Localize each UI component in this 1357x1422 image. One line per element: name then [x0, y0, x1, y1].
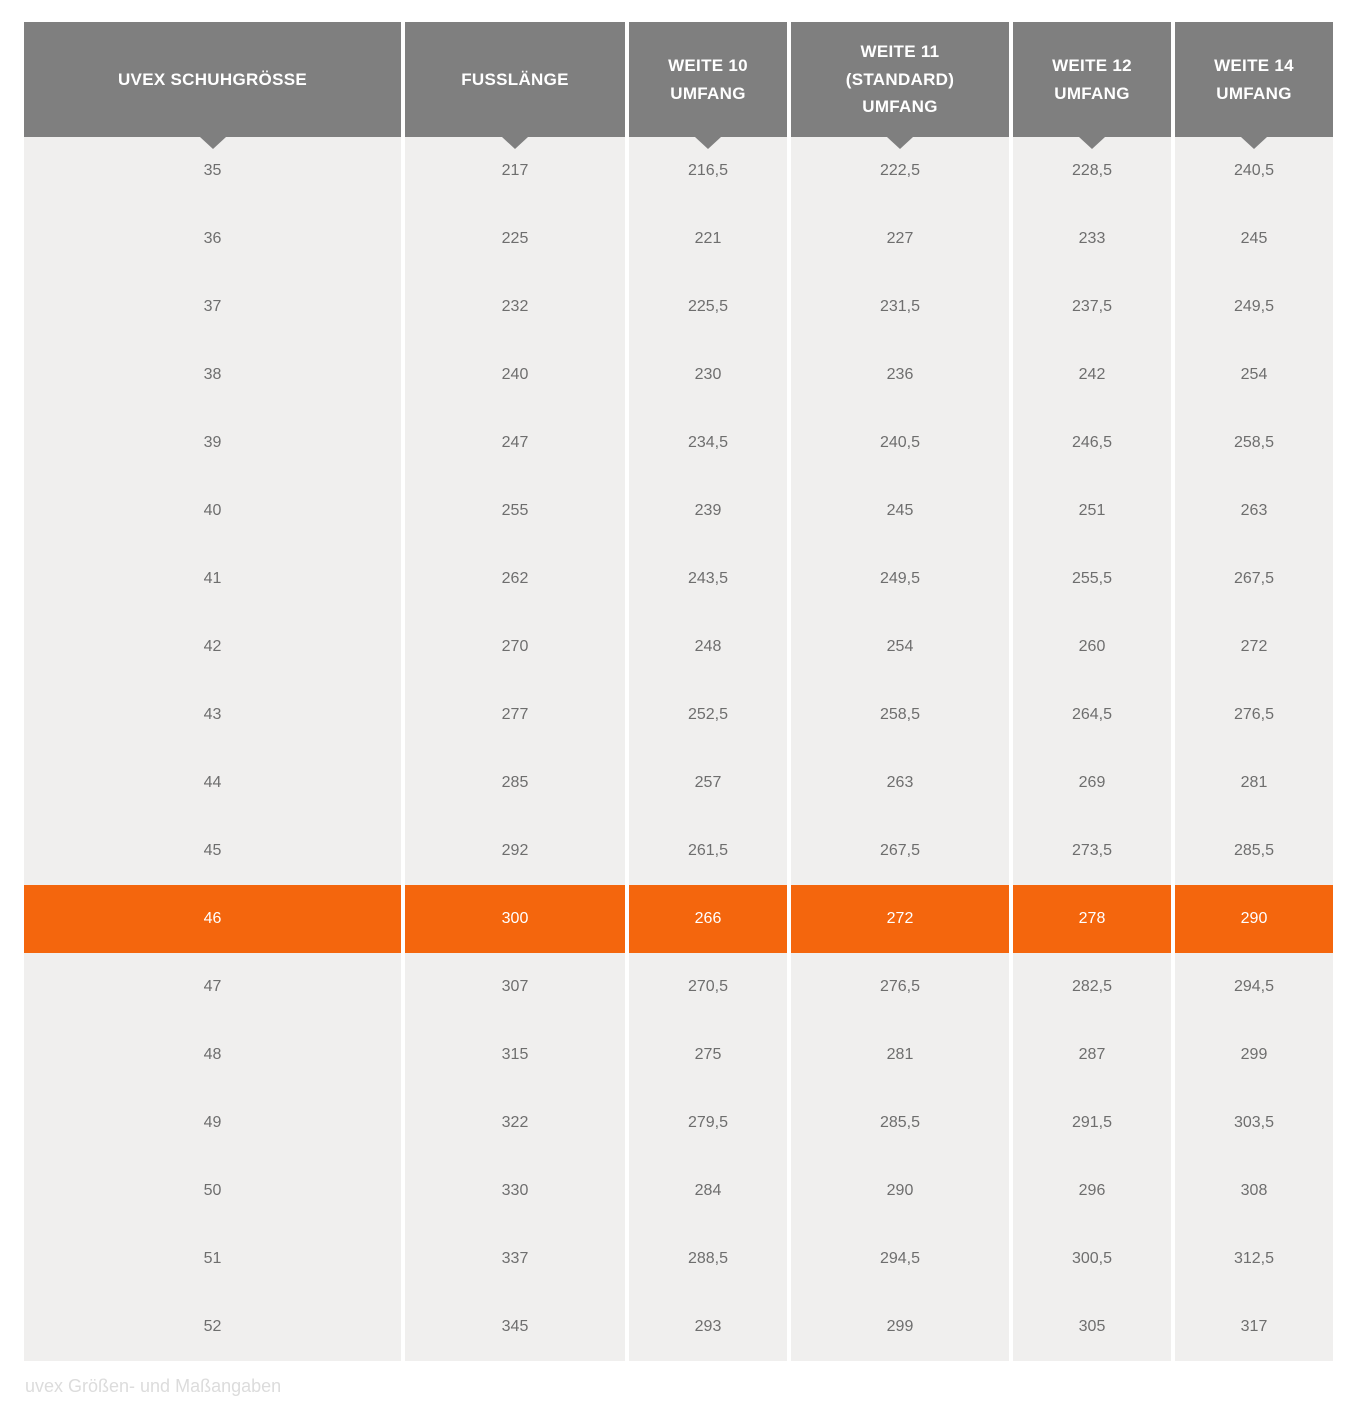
table-cell: 46: [24, 885, 401, 953]
table-cell: 281: [1175, 749, 1333, 817]
table-cell: 258,5: [1175, 409, 1333, 477]
table-cell: 51: [24, 1225, 401, 1293]
table-cell: 276,5: [1175, 681, 1333, 749]
table-row: [24, 1293, 1333, 1361]
column-header-label: WEITE 11 (STANDARD) UMFANG: [845, 42, 955, 117]
table-row-highlighted: [24, 885, 1333, 953]
table-cell: 257: [629, 749, 787, 817]
table-cell: 317: [1175, 1293, 1333, 1361]
table-cell: 243,5: [629, 545, 787, 613]
table-cell: 232: [405, 273, 625, 341]
table-cell: 49: [24, 1089, 401, 1157]
table-row: [24, 205, 1333, 273]
table-row: [24, 1225, 1333, 1293]
table-cell: 330: [405, 1157, 625, 1225]
table-cell: 35: [24, 137, 401, 205]
table-cell: 299: [1175, 1021, 1333, 1089]
table-cell: 312,5: [1175, 1225, 1333, 1293]
table-cell: 236: [791, 341, 1009, 409]
table-cell: 279,5: [629, 1089, 787, 1157]
table-cell: 299: [791, 1293, 1009, 1361]
table-caption: uvex Größen- und Maßangaben: [25, 1376, 282, 1396]
table-cell: 296: [1013, 1157, 1171, 1225]
column-header: [24, 22, 401, 137]
table-cell: 254: [791, 613, 1009, 681]
table-cell: 233: [1013, 205, 1171, 273]
table-cell: 285,5: [1175, 817, 1333, 885]
table-cell: 290: [791, 1157, 1009, 1225]
column-header-label: FUSSLÄNGE: [461, 69, 569, 89]
table-row: [24, 273, 1333, 341]
table-cell: 269: [1013, 749, 1171, 817]
table-row: [24, 749, 1333, 817]
table-cell: 228,5: [1013, 137, 1171, 205]
table-cell: 240,5: [1175, 137, 1333, 205]
table-cell: 44: [24, 749, 401, 817]
table-cell: 252,5: [629, 681, 787, 749]
column-header-label: WEITE 14 UMFANG: [1214, 55, 1294, 103]
table-cell: 278: [1013, 885, 1171, 953]
table-cell: 260: [1013, 613, 1171, 681]
table-cell: 308: [1175, 1157, 1333, 1225]
table-cell: 47: [24, 953, 401, 1021]
table-cell: 263: [1175, 477, 1333, 545]
table-cell: 291,5: [1013, 1089, 1171, 1157]
table-cell: 290: [1175, 885, 1333, 953]
uvex-size-table: [24, 22, 1333, 1361]
table-cell: 42: [24, 613, 401, 681]
table-cell: 270,5: [629, 953, 787, 1021]
table-cell: 272: [791, 885, 1009, 953]
table-cell: 255,5: [1013, 545, 1171, 613]
table-cell: 267,5: [791, 817, 1009, 885]
table-cell: 40: [24, 477, 401, 545]
table-cell: 37: [24, 273, 401, 341]
table-cell: 284: [629, 1157, 787, 1225]
header-pointer-triangle-icon: [887, 137, 913, 149]
table-cell: 270: [405, 613, 625, 681]
header-pointer-triangle-icon: [695, 137, 721, 149]
table-cell: 247: [405, 409, 625, 477]
table-cell: 305: [1013, 1293, 1171, 1361]
column-header: [791, 22, 1009, 137]
table-row: [24, 953, 1333, 1021]
table-cell: 43: [24, 681, 401, 749]
table-cell: 225: [405, 205, 625, 273]
table-cell: 277: [405, 681, 625, 749]
header-pointer-triangle-icon: [1079, 137, 1105, 149]
table-cell: 300: [405, 885, 625, 953]
table-cell: 345: [405, 1293, 625, 1361]
table-cell: 300,5: [1013, 1225, 1171, 1293]
table-cell: 245: [1175, 205, 1333, 273]
table-cell: 39: [24, 409, 401, 477]
table-row: [24, 817, 1333, 885]
column-header: [405, 22, 625, 137]
table-cell: 281: [791, 1021, 1009, 1089]
table-cell: 273,5: [1013, 817, 1171, 885]
table-cell: 287: [1013, 1021, 1171, 1089]
table-cell: 293: [629, 1293, 787, 1361]
table-cell: 216,5: [629, 137, 787, 205]
header-pointer-triangle-icon: [200, 137, 226, 149]
table-header-row: [24, 22, 1333, 137]
table-cell: 245: [791, 477, 1009, 545]
table-cell: 222,5: [791, 137, 1009, 205]
column-header: [1175, 22, 1333, 137]
header-pointer-triangle-icon: [502, 137, 528, 149]
table-cell: 237,5: [1013, 273, 1171, 341]
table-cell: 294,5: [791, 1225, 1009, 1293]
table-cell: 45: [24, 817, 401, 885]
table-row: [24, 613, 1333, 681]
table-cell: 263: [791, 749, 1009, 817]
table-cell: 266: [629, 885, 787, 953]
table-cell: 303,5: [1175, 1089, 1333, 1157]
header-pointer-triangle-icon: [1241, 137, 1267, 149]
table-row: [24, 545, 1333, 613]
table-row: [24, 681, 1333, 749]
table-cell: 282,5: [1013, 953, 1171, 1021]
table-cell: 231,5: [791, 273, 1009, 341]
table-cell: 52: [24, 1293, 401, 1361]
table-cell: 230: [629, 341, 787, 409]
table-cell: 307: [405, 953, 625, 1021]
table-body: [24, 137, 1333, 1361]
table-cell: 276,5: [791, 953, 1009, 1021]
table-cell: 225,5: [629, 273, 787, 341]
table-cell: 264,5: [1013, 681, 1171, 749]
column-header-label: UVEX SCHUHGRÖSSE: [117, 69, 307, 89]
table-cell: 217: [405, 137, 625, 205]
column-header-label: WEITE 12 UMFANG: [1052, 55, 1132, 103]
table-cell: 261,5: [629, 817, 787, 885]
table-cell: 240,5: [791, 409, 1009, 477]
table-cell: 272: [1175, 613, 1333, 681]
table-cell: 262: [405, 545, 625, 613]
table-cell: 285,5: [791, 1089, 1009, 1157]
table-cell: 246,5: [1013, 409, 1171, 477]
table-cell: 221: [629, 205, 787, 273]
table-cell: 41: [24, 545, 401, 613]
table-cell: 36: [24, 205, 401, 273]
table-row: [24, 409, 1333, 477]
table-cell: 48: [24, 1021, 401, 1089]
column-header: [1013, 22, 1171, 137]
table-row: [24, 1157, 1333, 1225]
column-header-label: WEITE 10 UMFANG: [668, 55, 748, 103]
table-row: [24, 477, 1333, 545]
table-cell: 249,5: [791, 545, 1009, 613]
table-cell: 240: [405, 341, 625, 409]
table-cell: 322: [405, 1089, 625, 1157]
table-cell: 285: [405, 749, 625, 817]
table-cell: 50: [24, 1157, 401, 1225]
table-cell: 254: [1175, 341, 1333, 409]
table-cell: 249,5: [1175, 273, 1333, 341]
table-cell: 315: [405, 1021, 625, 1089]
table-cell: 239: [629, 477, 787, 545]
table-cell: 38: [24, 341, 401, 409]
table-cell: 234,5: [629, 409, 787, 477]
column-header: [629, 22, 787, 137]
table-cell: 258,5: [791, 681, 1009, 749]
table-cell: 248: [629, 613, 787, 681]
table-cell: 337: [405, 1225, 625, 1293]
table-cell: 275: [629, 1021, 787, 1089]
table-row: [24, 341, 1333, 409]
table-cell: 292: [405, 817, 625, 885]
table-cell: 294,5: [1175, 953, 1333, 1021]
table-row: [24, 1089, 1333, 1157]
table-cell: 242: [1013, 341, 1171, 409]
table-cell: 288,5: [629, 1225, 787, 1293]
table-cell: 251: [1013, 477, 1171, 545]
table-cell: 267,5: [1175, 545, 1333, 613]
table-row: [24, 1021, 1333, 1089]
table-cell: 255: [405, 477, 625, 545]
table-cell: 227: [791, 205, 1009, 273]
